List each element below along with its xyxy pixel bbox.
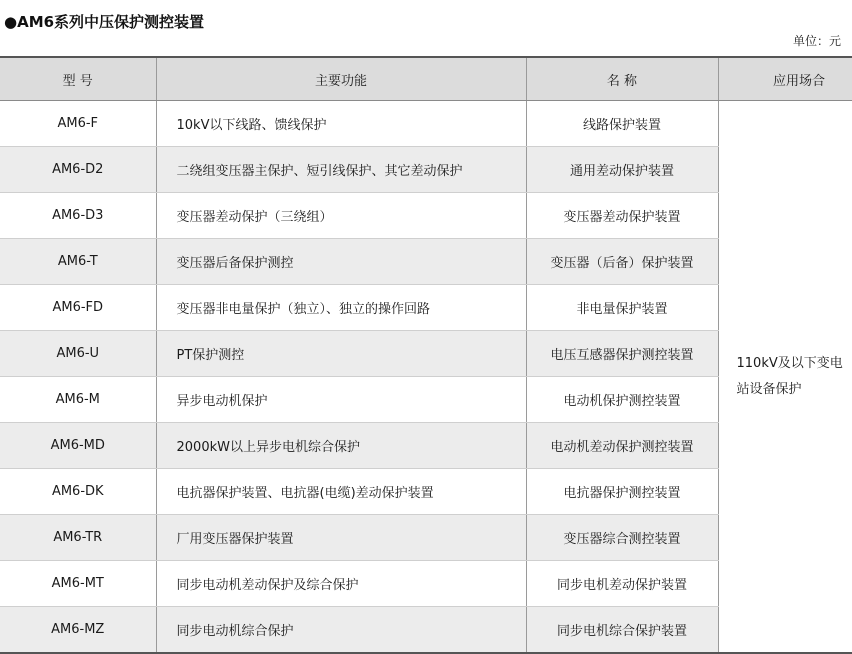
- cell-name: 非电量保护装置: [526, 285, 718, 331]
- table-body: [0, 101, 852, 654]
- cell-model: AM6-MT: [0, 561, 156, 607]
- cell-name: 变压器（后备）保护装置: [526, 239, 718, 285]
- cell-name: 同步电机差动保护装置: [526, 561, 718, 607]
- cell-name: 变压器差动保护装置: [526, 193, 718, 239]
- cell-model: AM6-M: [0, 377, 156, 423]
- cell-model: AM6-MD: [0, 423, 156, 469]
- cell-function: 异步电动机保护: [156, 377, 526, 423]
- cell-model: AM6-T: [0, 239, 156, 285]
- cell-model: AM6-TR: [0, 515, 156, 561]
- cell-model: AM6-FD: [0, 285, 156, 331]
- cell-name: 电抗器保护测控装置: [526, 469, 718, 515]
- cell-function: 同步电动机差动保护及综合保护: [156, 561, 526, 607]
- cell-name: 电动机差动保护测控装置: [526, 423, 718, 469]
- header-model: 型 号: [0, 57, 156, 101]
- cell-function: 同步电动机综合保护: [156, 607, 526, 654]
- cell-function: 厂用变压器保护装置: [156, 515, 526, 561]
- header-name: 名 称: [526, 57, 718, 101]
- cell-application: [718, 101, 852, 654]
- cell-name: 电动机保护测控装置: [526, 377, 718, 423]
- product-table: [0, 56, 852, 654]
- cell-name: 线路保护装置: [526, 101, 718, 147]
- cell-function: 变压器非电量保护（独立）、独立的操作回路: [156, 285, 526, 331]
- cell-model: AM6-F: [0, 101, 156, 147]
- cell-function: 电抗器保护装置、电抗器(电缆)差动保护装置: [156, 469, 526, 515]
- table-row: [0, 101, 852, 147]
- header-application: 应用场合: [718, 57, 852, 101]
- cell-model: AM6-U: [0, 331, 156, 377]
- cell-function: 10kV以下线路、馈线保护: [156, 101, 526, 147]
- cell-model: AM6-D3: [0, 193, 156, 239]
- cell-name: 变压器综合测控装置: [526, 515, 718, 561]
- cell-function: 变压器差动保护（三绕组）: [156, 193, 526, 239]
- cell-name: 通用差动保护装置: [526, 147, 718, 193]
- page-title: ●AM6系列中压保护测控装置: [4, 13, 205, 31]
- cell-function: 二绕组变压器主保护、短引线保护、其它差动保护: [156, 147, 526, 193]
- table-header-row: [0, 57, 852, 101]
- cell-model: AM6-MZ: [0, 607, 156, 654]
- unit-label: 单位：元: [793, 34, 842, 48]
- cell-model: AM6-D2: [0, 147, 156, 193]
- cell-function: PT保护测控: [156, 331, 526, 377]
- cell-model: AM6-DK: [0, 469, 156, 515]
- cell-function: 变压器后备保护测控: [156, 239, 526, 285]
- header-function: 主要功能: [156, 57, 526, 101]
- cell-function: 2000kW以上异步电机综合保护: [156, 423, 526, 469]
- cell-name: 电压互感器保护测控装置: [526, 331, 718, 377]
- cell-name: 同步电机综合保护装置: [526, 607, 718, 654]
- application-text: 110kV及以下变电站设备保护: [736, 355, 843, 397]
